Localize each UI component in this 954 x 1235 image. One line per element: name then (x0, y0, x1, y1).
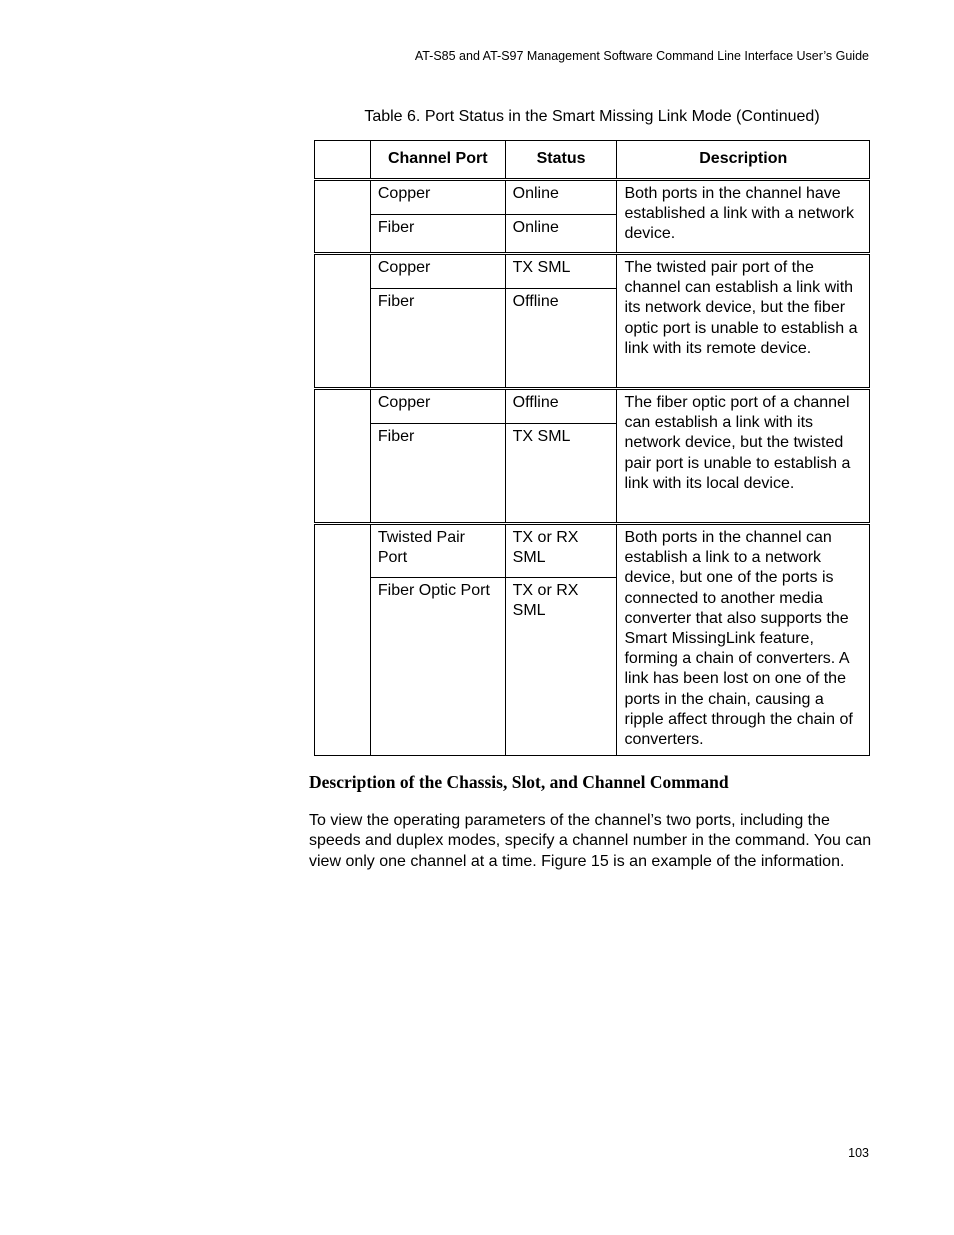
status-cell: Offline (505, 389, 617, 424)
description-cell: Both ports in the channel can establish a link to a network device, but one of the ports is connected to another media converter that also supports the Smart MissingLink feature, forming a chain of converters. A link has been lost on one of the ports in the chain, causing a ripple affect through the chain of converters. (617, 524, 870, 756)
channel-port-cell: Fiber (370, 424, 505, 524)
status-cell: Online (505, 180, 617, 215)
page-number: 103 (848, 1146, 869, 1160)
port-status-table (314, 140, 870, 756)
status-cell: TX or RX SML (505, 578, 617, 756)
description-cell: The fiber optic port of a channel can establish a link with its network device, but the twisted pair port is unable to establish a link with its local device. (617, 389, 870, 524)
table-header-row (315, 141, 870, 180)
blank-cell (315, 524, 371, 756)
description-cell: Both ports in the channel have established a link with a network device. (617, 180, 870, 254)
column-header-channel-port: Channel Port (370, 141, 505, 180)
table-caption: Table 6. Port Status in the Smart Missing Link Mode (Continued) (364, 108, 820, 125)
running-header: AT-S85 and AT-S97 Management Software Command Line Interface User’s Guide (414, 49, 869, 63)
channel-port-cell: Copper (370, 180, 505, 215)
table-row (315, 524, 870, 578)
channel-port-cell: Fiber (370, 289, 505, 389)
channel-port-cell: Twisted Pair Port (370, 524, 505, 578)
status-cell: TX SML (505, 254, 617, 289)
body-paragraph: To view the operating parameters of the channel’s two ports, including the speeds and duplex modes, specify a channel number in the command. You can view only one channel at a time. Figure 15 is an example of the information. (309, 812, 872, 870)
section-heading: Description of the Chassis, Slot, and Channel Command (309, 772, 729, 792)
table-row (315, 389, 870, 424)
status-cell: Offline (505, 289, 617, 389)
column-header-status: Status (505, 141, 617, 180)
column-header-description: Description (617, 141, 870, 180)
status-cell: TX SML (505, 424, 617, 524)
table-row (315, 180, 870, 215)
blank-cell (315, 180, 371, 254)
status-cell: Online (505, 215, 617, 254)
channel-port-cell: Copper (370, 389, 505, 424)
column-header-blank (315, 141, 371, 180)
blank-cell (315, 254, 371, 389)
status-cell: TX or RX SML (505, 524, 617, 578)
channel-port-cell: Fiber (370, 215, 505, 254)
description-cell: The twisted pair port of the channel can establish a link with its network device, but the fiber optic port is unable to establish a link with its remote device. (617, 254, 870, 389)
channel-port-cell: Fiber Optic Port (370, 578, 505, 756)
blank-cell (315, 389, 371, 524)
table-row (315, 254, 870, 289)
channel-port-cell: Copper (370, 254, 505, 289)
